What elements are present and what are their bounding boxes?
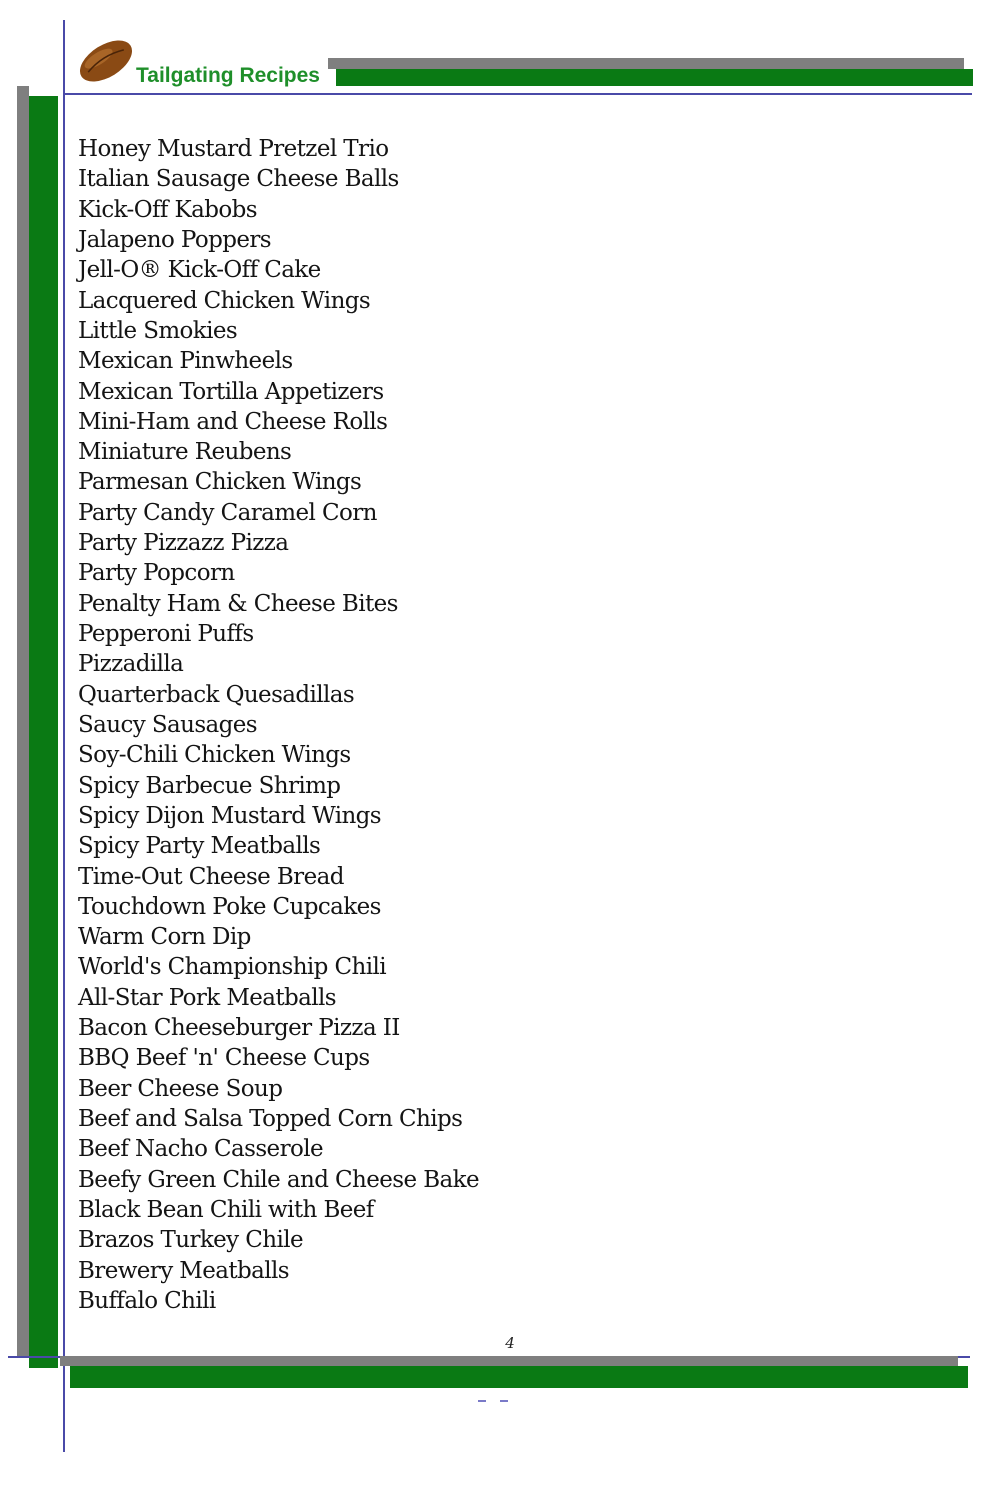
recipe-list-item: Touchdown Poke Cupcakes (78, 893, 381, 920)
recipe-list-item: Warm Corn Dip (78, 924, 251, 951)
header-title: Tailgating Recipes (136, 64, 320, 87)
recipe-list-item: All-Star Pork Meatballs (78, 984, 337, 1011)
recipe-list-item: Beef Nacho Casserole (78, 1136, 323, 1163)
footer-gray-bar (60, 1356, 958, 1366)
recipe-list-item: Parmesan Chicken Wings (78, 469, 362, 496)
recipe-list-item: Mexican Pinwheels (78, 348, 293, 375)
recipe-list-item: Black Bean Chili with Beef (78, 1196, 374, 1223)
recipe-list-item: Jalapeno Poppers (78, 226, 271, 253)
recipe-list-item: Penalty Ham & Cheese Bites (78, 590, 398, 617)
recipe-list-item: World's Championship Chili (78, 954, 386, 981)
recipe-list-item: Lacquered Chicken Wings (78, 287, 371, 314)
recipe-list-item: Brazos Turkey Chile (78, 1227, 304, 1254)
recipe-list-item: BBQ Beef 'n' Cheese Cups (78, 1045, 370, 1072)
recipe-list-item: Soy-Chili Chicken Wings (78, 742, 351, 769)
header-rule (63, 93, 972, 95)
recipe-list-item: Quarterback Quesadillas (78, 681, 355, 708)
recipe-list-item: Jell-O® Kick-Off Cake (78, 257, 321, 284)
recipe-list-item: Mexican Tortilla Appetizers (78, 378, 384, 405)
football-icon (76, 34, 136, 88)
recipe-list (78, 134, 479, 1316)
recipe-list-item: Spicy Barbecue Shrimp (78, 772, 341, 799)
recipe-list-item: Buffalo Chili (78, 1287, 216, 1314)
header-gray-bar (328, 58, 964, 69)
recipe-list-item: Spicy Dijon Mustard Wings (78, 802, 382, 829)
recipe-list-item: Little Smokies (78, 317, 238, 344)
footer-green-bar (70, 1366, 968, 1388)
recipe-list-item: Party Candy Caramel Corn (78, 499, 377, 526)
recipe-list-item: Spicy Party Meatballs (78, 833, 321, 860)
recipe-list-item: Miniature Reubens (78, 439, 292, 466)
recipe-list-item: Mini-Ham and Cheese Rolls (78, 408, 388, 435)
header-green-bar (336, 69, 973, 86)
recipe-list-item: Honey Mustard Pretzel Trio (78, 136, 389, 162)
recipe-list-item: Beefy Green Chile and Cheese Bake (78, 1166, 479, 1193)
recipe-list-item: Pizzadilla (78, 651, 184, 678)
recipe-list-item: Saucy Sausages (78, 711, 258, 738)
left-gray-bar (17, 86, 29, 1356)
recipe-list-item: Pepperoni Puffs (78, 621, 254, 647)
recipe-list-item: Beef and Salsa Topped Corn Chips (78, 1106, 463, 1132)
footer-dash (478, 1400, 486, 1402)
recipe-list-item: Beer Cheese Soup (78, 1075, 283, 1102)
left-green-bar (29, 96, 58, 1368)
left-vertical-rule (63, 20, 65, 1452)
recipe-list-item: Bacon Cheeseburger Pizza II (78, 1015, 400, 1042)
footer-dash (500, 1400, 508, 1402)
recipe-list-item: Time-Out Cheese Bread (78, 863, 344, 890)
recipe-list-item: Party Pizzazz Pizza (78, 530, 289, 557)
recipe-list-item: Party Popcorn (78, 560, 235, 587)
recipe-list-item: Italian Sausage Cheese Balls (78, 166, 399, 193)
recipe-list-item: Kick-Off Kabobs (78, 196, 257, 223)
recipe-list-item: Brewery Meatballs (78, 1257, 289, 1284)
page-number: 4 (505, 1334, 515, 1352)
